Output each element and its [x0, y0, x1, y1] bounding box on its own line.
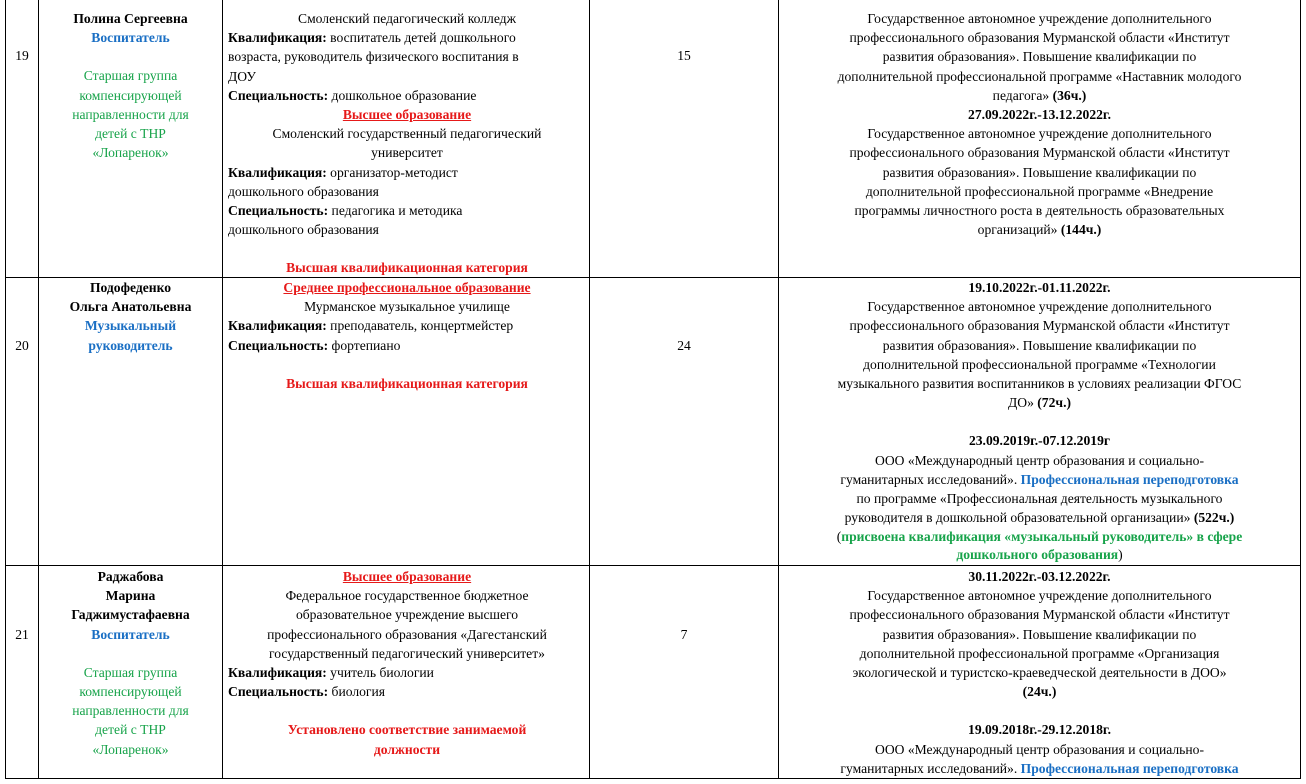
education-level: Высшее образование [342, 107, 472, 123]
training-text: Государственное автономное учреждение дополнительного [867, 588, 1212, 604]
institution: Федеральное государственное бюджетное [285, 588, 529, 604]
training-date: 30.11.2022г.-03.12.2022г. [968, 569, 1111, 584]
training-text: ООО «Международный центр образования и социально- [875, 452, 1204, 468]
employee-name: Подофеденко [89, 280, 172, 295]
employee-position: Воспитатель [91, 30, 170, 46]
table-border-right [1300, 0, 1301, 779]
qualification-category: Установлено соответствие занимаемой [287, 722, 527, 738]
table-row-19-education [228, 9, 586, 278]
institution: Смоленский государственный педагогический [272, 126, 542, 142]
table-row-20-experience: 24 [677, 338, 691, 353]
qualification: дошкольного образования [228, 183, 379, 199]
table-border-col2 [222, 0, 223, 779]
table-row-20-number: 20 [15, 338, 29, 353]
qualification-category: должности [373, 741, 441, 757]
training-text: педагога» (36ч.) [992, 87, 1087, 103]
institution: образовательное учреждение высшего [295, 607, 519, 623]
table-row-21-experience: 7 [680, 627, 688, 642]
training-text: руководителя в дошкольной образовательной организации» (522ч.) [844, 510, 1235, 526]
training-hours: (24ч.) [1022, 684, 1057, 700]
training-text: профессионального образования Мурманской области «Институт [849, 30, 1230, 46]
table-border-left [5, 0, 6, 779]
employee-group: детей с ТНР [95, 126, 166, 142]
table-row-19-number: 19 [15, 48, 29, 63]
education-level: Высшее образование [342, 569, 472, 584]
employee-group: детей с ТНР [95, 722, 166, 738]
table-row-21-training [779, 567, 1300, 778]
training-text: профессионального образования Мурманской области «Институт [849, 607, 1230, 623]
training-text: гуманитарных исследований». Профессиональная переподготовка [840, 760, 1239, 776]
institution: Мурманское музыкальное училище [304, 299, 510, 315]
qualification: Квалификация: преподаватель, концертмейстер [228, 318, 514, 334]
training-date: 19.09.2018г.-29.12.2018г. [968, 722, 1111, 738]
training-text: развития образования». Повышение квалификации по [882, 626, 1197, 642]
training-text: развития образования». Повышение квалификации по [882, 337, 1197, 353]
training-text: гуманитарных исследований». Профессиональная переподготовка [840, 471, 1239, 487]
training-text: музыкального развития воспитанников в условиях реализации ФГОС [837, 376, 1242, 392]
training-text: (присвоена квалификация «музыкальный руководитель» в сфере [836, 529, 1243, 545]
qualification: ДОУ [228, 68, 256, 84]
institution: государственный педагогический университет» [269, 645, 545, 661]
training-text: дополнительной профессиональной программе «Наставник молодого [837, 68, 1242, 84]
specialty: Специальность: биология [228, 684, 386, 700]
employee-name: Марина [105, 588, 156, 604]
employee-group: направленности для [72, 703, 189, 719]
table-row-20-employee [39, 278, 222, 355]
specialty: дошкольного образования [228, 222, 379, 238]
table-border-col3 [589, 0, 590, 779]
table-row-19-training [779, 9, 1300, 239]
training-text: ДО» (72ч.) [1007, 395, 1071, 411]
institution: университет [371, 145, 443, 161]
institution: профессионального образования «Дагестанский [267, 626, 547, 642]
training-text: ООО «Международный центр образования и социально- [875, 741, 1204, 757]
training-text: дополнительной профессиональной программе «Организация [859, 645, 1220, 661]
employee-position: руководитель [88, 337, 173, 353]
specialty: Специальность: фортепиано [228, 337, 401, 353]
training-text: дошкольного образования) [956, 546, 1123, 562]
training-text: Государственное автономное учреждение дополнительного [867, 299, 1212, 315]
employee-name: Ольга Анатольевна [69, 299, 192, 315]
employee-name: Гаджимустафаевна [71, 607, 190, 623]
qualification: Квалификация: учитель биологии [228, 665, 434, 681]
employee-name: Полина Сергеевна [73, 11, 188, 26]
training-text: экологической и туристско-краеведческой деятельности в ДОО» [852, 665, 1227, 681]
qualification-category: Высшая квалификационная категория [286, 375, 528, 391]
training-text: Государственное автономное учреждение дополнительного [867, 11, 1212, 26]
training-text: развития образования». Повышение квалификации по [882, 49, 1197, 65]
training-text: Государственное автономное учреждение дополнительного [867, 126, 1212, 142]
row-divider-20-21 [5, 565, 1301, 566]
employee-group: «Лопаренок» [92, 741, 169, 757]
education-level: Среднее профессиональное образование [283, 280, 531, 295]
training-text: профессионального образования Мурманской области «Институт [849, 145, 1230, 161]
employee-group: «Лопаренок» [92, 145, 169, 161]
qualification-category: Высшая квалификационная категория [286, 260, 528, 276]
employee-name: Раджабова [97, 569, 164, 584]
training-text: профессионального образования Мурманской области «Институт [849, 318, 1230, 334]
employee-position: Воспитатель [91, 626, 170, 642]
training-date: 27.09.2022г.-13.12.2022г. [968, 107, 1111, 123]
employee-group: Старшая группа [83, 68, 178, 84]
table-row-19-employee [39, 9, 222, 162]
qualification: Квалификация: организатор-методист [228, 164, 458, 180]
training-text: дополнительной профессиональной программе «Внедрение [865, 183, 1214, 199]
training-date: 23.09.2019г.-07.12.2019г [968, 433, 1111, 449]
specialty: Специальность: дошкольное образование [228, 87, 477, 103]
training-text: программы личностного роста в деятельность образовательных [854, 203, 1225, 219]
training-text: дополнительной профессиональной программе «Технологии [863, 356, 1216, 372]
training-text: развития образования». Повышение квалификации по [882, 164, 1197, 180]
table-row-21-education [228, 567, 586, 759]
employee-group: компенсирующей [79, 87, 182, 103]
specialty: Специальность: педагогика и методика [228, 203, 463, 219]
employee-group: направленности для [72, 106, 189, 122]
training-date: 19.10.2022г.-01.11.2022г. [968, 280, 1111, 295]
table-row-20-education [228, 278, 586, 393]
employee-position: Музыкальный [84, 318, 177, 334]
employee-group: компенсирующей [79, 684, 182, 700]
employee-group: Старшая группа [83, 664, 178, 680]
qualification: возраста, руководитель физического воспитания в [228, 49, 519, 65]
table-row-20-training [779, 278, 1300, 563]
training-text: организаций» (144ч.) [977, 222, 1102, 238]
table-row-21-number: 21 [15, 627, 29, 642]
table-row-19-experience: 15 [677, 48, 691, 63]
table-border-bottom [5, 778, 1301, 779]
institution: Смоленский педагогический колледж [298, 11, 516, 26]
qualification: Квалификация: воспитатель детей дошкольного [228, 30, 516, 46]
training-text: по программе «Профессиональная деятельность музыкального [856, 491, 1223, 507]
table-row-21-employee [39, 567, 222, 759]
